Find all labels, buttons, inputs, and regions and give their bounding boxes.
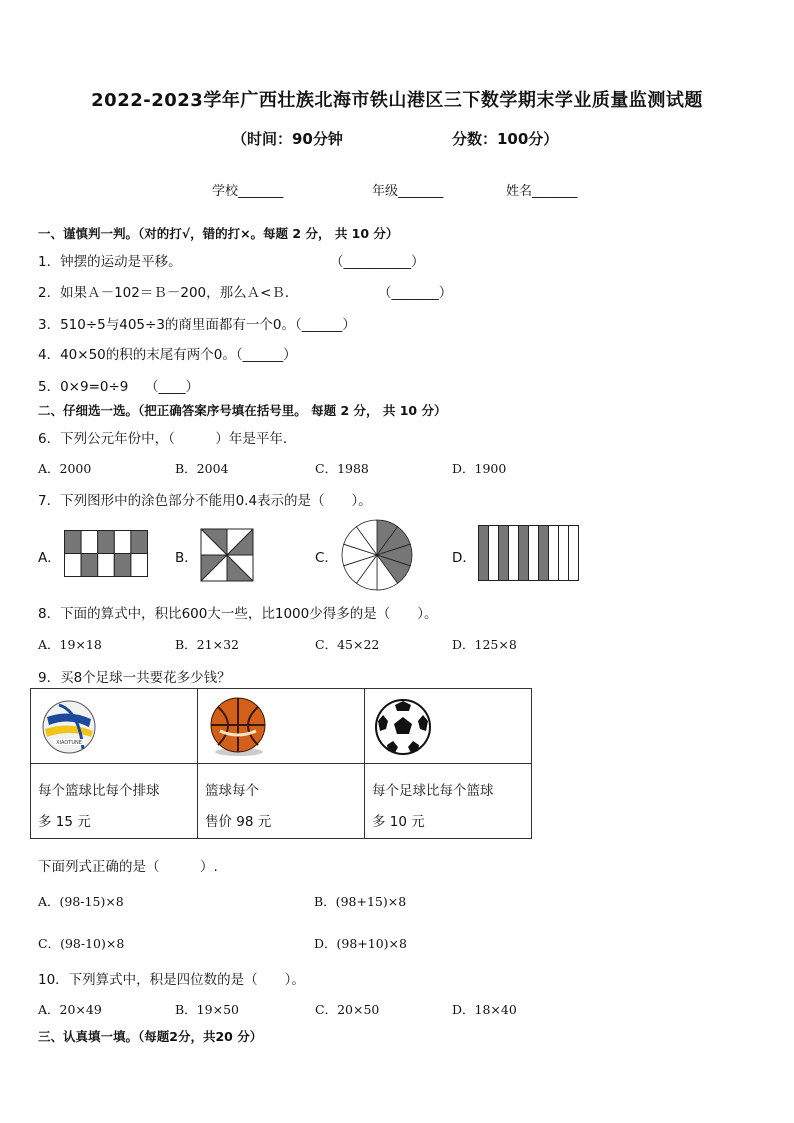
q10-option-b: B．19×50	[175, 1002, 239, 1017]
q7-figure-b	[200, 528, 256, 582]
q7-label-b: B．	[175, 550, 198, 566]
q7-figure-c	[340, 518, 414, 592]
q9-cell2-line1: 篮球每个	[205, 783, 259, 799]
q9-price-table	[30, 688, 532, 839]
section3-heading: 三、认真填一填。（每题2分，共20 分）	[38, 1029, 263, 1044]
q6-text: 6．下列公元年份中，（ ）年是平年．	[38, 431, 297, 447]
q5-text: 5．0×9=0÷9	[38, 379, 129, 395]
q1-text: 1．钟摆的运动是平移。	[38, 254, 182, 270]
q10-option-c: C．20×50	[315, 1002, 380, 1017]
volleyball-cell	[31, 689, 198, 764]
q8-option-d: D．125×8	[452, 637, 517, 652]
name-field: 姓名_______	[506, 184, 578, 199]
q9-cell1-line1: 每个篮球比每个排球	[38, 783, 160, 799]
q6-option-a: A．2000	[38, 461, 92, 476]
q8-option-c: C．45×22	[315, 637, 380, 652]
exam-time: （时间：90分钟	[232, 130, 343, 148]
q3-text: 3．510÷5与405÷3的商里面都有一个0。（______）	[38, 317, 356, 333]
section2-heading: 二、仔细选一选。（把正确答案序号填在括号里。 每题 2 分， 共 10 分）	[38, 403, 447, 418]
basketball-icon	[206, 695, 270, 759]
q8-option-a: A．19×18	[38, 637, 102, 652]
q1-blank: （__________）	[330, 254, 425, 270]
q10-option-d: D．18×40	[452, 1002, 517, 1017]
q10-text: 10．下列算式中，积是四位数的是（ ）。	[38, 972, 305, 988]
basketball-cell	[198, 689, 365, 764]
q9-cell2-line2: 售价 98 元	[205, 814, 272, 830]
q7-text: 7．下列图形中的涂色部分不能用0.4表示的是（ ）。	[38, 493, 372, 509]
q9-option-a: A．(98-15)×8	[38, 894, 124, 909]
q6-option-b: B．2004	[175, 461, 229, 476]
svg-text:XIAOTUNE: XIAOTUNE	[56, 740, 82, 746]
q7-label-a: A．	[38, 550, 61, 566]
q9-cell1-line2: 多 15 元	[38, 814, 91, 830]
q9-option-d: D．(98+10)×8	[314, 936, 407, 951]
school-field: 学校_______	[212, 184, 284, 199]
grade-field: 年级_______	[372, 184, 444, 199]
q5-blank: （____）	[145, 379, 199, 395]
q9-option-c: C．(98-10)×8	[38, 936, 125, 951]
q9-cell3-line1: 每个足球比每个篮球	[372, 783, 494, 799]
q9-text: 9．买8个足球一共要花多少钱？	[38, 670, 231, 686]
q7-figure-d	[478, 525, 580, 581]
q9-ask: 下面列式正确的是（ ）.	[38, 859, 218, 875]
volleyball-icon	[39, 697, 99, 757]
q8-option-b: B．21×32	[175, 637, 239, 652]
q7-label-c: C．	[315, 550, 338, 566]
q6-option-c: C．1988	[315, 461, 369, 476]
page-title: 2022-2023学年广西壮族北海市铁山港区三下数学期末学业质量监测试题	[91, 90, 703, 111]
q9-cell3-line2: 多 10 元	[372, 814, 425, 830]
section1-heading: 一、谨慎判一判。（对的打√，错的打×。每题 2 分， 共 10 分）	[38, 226, 399, 241]
q7-figure-a	[64, 530, 150, 578]
q7-label-d: D．	[452, 550, 476, 566]
football-cell	[365, 689, 532, 764]
exam-score: 分数：100分）	[452, 130, 559, 148]
q9-option-b: B．(98+15)×8	[314, 894, 407, 909]
q10-option-a: A．20×49	[38, 1002, 102, 1017]
q2-text: 2．如果Ａ－102＝Ｂ－200，那么Ａ<Ｂ．	[38, 285, 299, 301]
q6-option-d: D．1900	[452, 461, 507, 476]
q2-blank: （_______）	[378, 285, 453, 301]
football-icon	[373, 697, 433, 757]
q8-text: 8．下面的算式中，积比600大一些，比1000少得多的是（ ）。	[38, 606, 438, 622]
q4-text: 4．40×50的积的末尾有两个0。（______）	[38, 347, 297, 363]
